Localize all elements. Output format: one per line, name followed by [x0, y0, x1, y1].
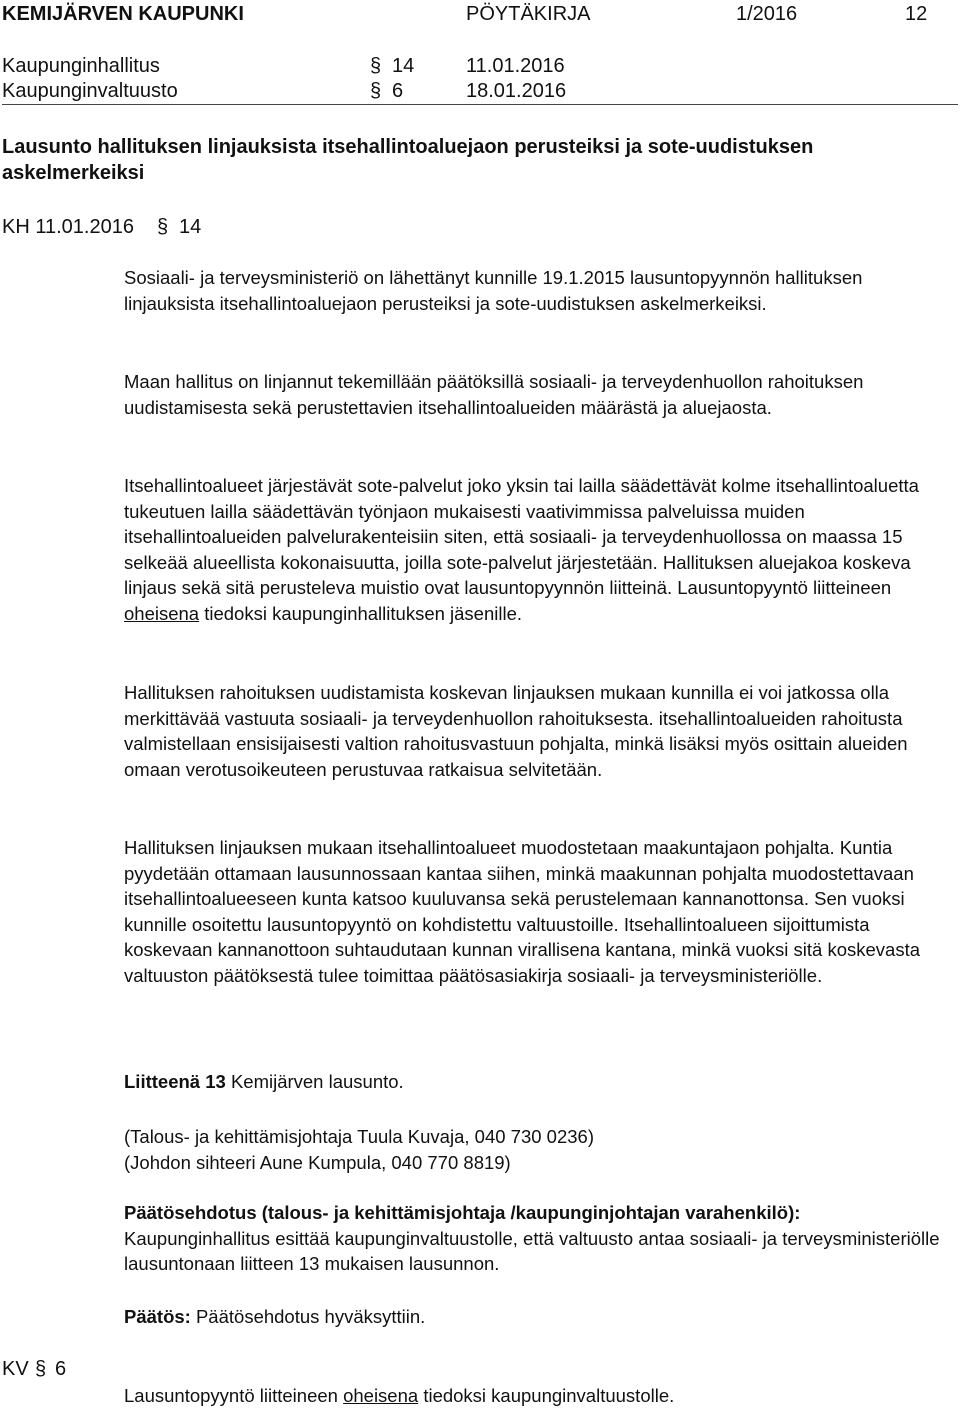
decision-label: Päätös:	[124, 1306, 191, 1327]
proposal-text: Kaupunginhallitus esittää kaupunginvaltuustolle, että valtuusto antaa sosiaali- ja terveysministeriölle lausuntonaan liitteen 13 mukaisen lausunnon.	[124, 1227, 940, 1275]
document-number: 1/2016	[736, 3, 798, 25]
section-symbol: §	[370, 55, 382, 77]
paragraph-text: tiedoksi kaupunginhallituksen jäsenille.	[204, 602, 523, 624]
paragraph-regional-division: Hallituksen linjauksen mukaan itsehallintoalueet muodostetaan maakuntajaon pohjalta. Kuntia pyydetään ottamaan lausunnossaan kantaa siihen, minkä maakunnan pohjalta muodostettavaan itsehallintoalueeseen kunta katsoo kuuluvansa sekä perustelemaan kannanottonsa. Sen vuoksi kunnille osoitettu lausuntopyyntö on kohdistettu valtuustoille. Itsehallintoalueen sijoittumista koskevaan kannanottoon suhtaudutaan kunnan virallisena kantana, minkä vuoksi sitä koskevasta valtuuston päätöksestä tulee toimittaa päätösasiakirja sosiaali- ja terveysministeriölle.	[124, 837, 921, 986]
attachment-description: Kemijärven lausunto.	[230, 1071, 404, 1092]
section-number: 14	[392, 55, 415, 77]
body-name: Kaupunginvaltuusto	[2, 80, 178, 102]
section-number: 14	[179, 216, 202, 238]
body-name: Kaupunginhallitus	[2, 55, 160, 77]
section-symbol: §	[370, 80, 382, 102]
paragraph-text: tiedoksi kaupunginvaltuustolle.	[423, 1385, 675, 1406]
contact-info	[124, 1124, 944, 1175]
organization-name: KEMIJÄRVEN KAUPUNKI	[2, 3, 244, 25]
paragraph-funding-reform: Hallituksen rahoituksen uudistamista koskevan linjauksen mukaan kunnilla ei voi jatkossa olla merkittävää vastuuta sosiaali- ja terveydenhuollon rahoituksesta. itsehallintoalueiden rahoitusta valmistellaan ensisijaisesti valtion rahoitusvastuun pohjalta, minkä lisäksi myös osittain alueiden omaan verotusoikeuteen perustuvaa ratkaisua selvitetään.	[124, 682, 908, 780]
paragraph-self-government-areas	[124, 473, 944, 627]
paragraph-government-decision: Maan hallitus on linjannut tekemillään päätöksillä sosiaali- ja terveydenhuollon rahoituksen uudistamisesta sekä perustettavien itsehallintoalueiden määrästä ja aluejaosta.	[124, 371, 864, 418]
decision-text: Päätösehdotus hyväksyttiin.	[195, 1306, 426, 1327]
attachment-link[interactable]: oheisena	[124, 602, 200, 624]
item-title: Lausunto hallituksen linjauksista itsehallintoaluejaon perusteiksi ja sote-uudistuksen askelmerkeiksi	[2, 136, 814, 184]
paragraph-text: Lausuntopyyntö liitteineen	[124, 1385, 338, 1406]
document-type: PÖYTÄKIRJA	[466, 3, 591, 25]
section-number: 6	[392, 80, 404, 102]
attachment-label: Liitteenä 13	[124, 1071, 226, 1092]
contact-line: (Talous- ja kehittämisjohtaja Tuula Kuvaja, 040 730 0236)	[124, 1126, 594, 1147]
attachment-link[interactable]: oheisena	[343, 1385, 419, 1406]
meeting-date: 11.01.2016	[466, 55, 565, 77]
contact-line: (Johdon sihteeri Aune Kumpula, 040 770 8819)	[124, 1151, 511, 1173]
page-number: 12	[905, 3, 928, 25]
section-symbol: §	[35, 1358, 47, 1380]
decision-proposal	[124, 1200, 944, 1277]
meeting-date: 18.01.2016	[466, 80, 567, 102]
kv-reference-prefix: KV	[2, 1358, 29, 1380]
kh-reference-prefix: KH 11.01.2016	[2, 216, 134, 238]
paragraph-request: Sosiaali- ja terveysministeriö on lähettänyt kunnille 19.1.2015 lausuntopyynnön hallituksen linjauksista itsehallintoaluejaon perusteiksi ja sote-uudistuksen askelmerkeiksi.	[124, 267, 863, 314]
proposal-heading: Päätösehdotus (talous- ja kehittämisjohtaja /kaupunginjohtajan varahenkilö):	[124, 1202, 801, 1223]
paragraph-kv-notice	[124, 1383, 944, 1409]
decision	[124, 1304, 944, 1330]
paragraph-text: Itsehallintoalueet järjestävät sote-palvelut joko yksin tai lailla säädettävät kolme itsehallintoaluetta tukeutuen lailla säädettävän työnjaon mukaisesti vaativimmissa palveluissa muiden itsehallintoalueiden palvelurakenteisiin siten, että sosiaali- ja terveydenhuollossa on maassa 15 selkeää alueellista kokonaisuutta, joilla sote-palvelut järjestetään. Hallituksen aluejakoa koskeva linjaus sekä sitä perusteleva muistio ovat lausuntopyynnön liitteinä. Lausuntopyyntö liitteineen	[124, 475, 919, 599]
paragraph-attachment	[124, 1069, 944, 1095]
section-number: 6	[55, 1358, 67, 1380]
section-symbol: §	[157, 216, 169, 238]
header-divider	[2, 104, 958, 105]
